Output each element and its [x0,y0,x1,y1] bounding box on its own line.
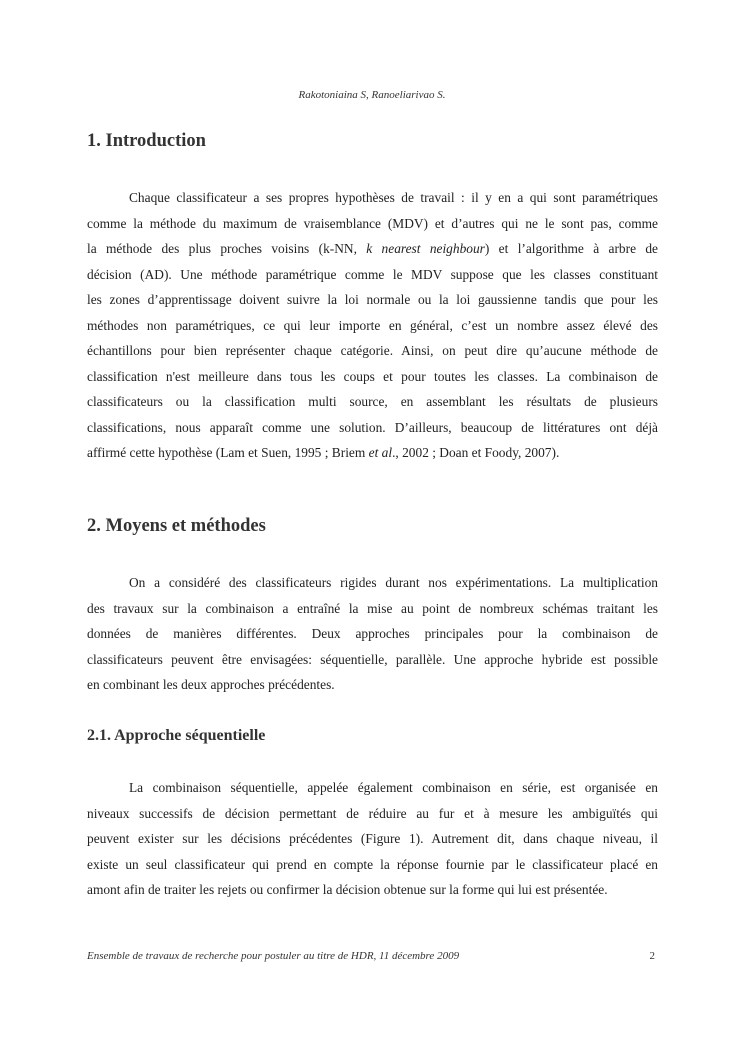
text-line: échantillons pour bien représenter chaque catégorie. Ainsi, on peut dire qu’aucune méthode de [87,343,658,358]
text-line: données de manières différentes. Deux approches principales pour la combinaison de [87,626,658,641]
text-line: classificateurs ou la classification multi source, en assemblant les résultats de plusieurs [87,394,658,409]
text-line: comme la méthode du maximum de vraisemblance (MDV) et d’autres qui ne le sont pas, comme [87,215,658,231]
text-line: la méthode des plus proches voisins (k-NN, k nearest neighbour) et l’algorithme à arbre de [87,241,658,256]
text-line: existe un seul classificateur qui prend en compte la réponse fournie par le classificateur placé en [87,856,658,872]
text-line: des travaux sur la combinaison a entraîné la mise au point de nombreux schémas traitant les [87,600,658,616]
running-header-authors: Rakotoniaina S, Ranoeliarivao S. [298,89,446,101]
text-line: niveaux successifs de décision permettant de réduire au fur et à mesure les ambiguïtés qui [87,805,658,821]
text-line: en combinant les deux approches précédentes. [87,677,335,692]
footer-text: Ensemble de travaux de recherche pour postuler au titre de HDR, 11 décembre 2009 [87,950,460,962]
text-line: classification n'est meilleure dans tous les coups et pour toutes les classes. La combinaison de [87,368,658,384]
text-line: La combinaison séquentielle, appelée également combinaison en série, est organisée en [129,780,658,795]
text-line: décision (AD). Une méthode paramétrique comme le MDV suppose que les classes constituant [87,266,658,282]
text-line: les zones d’apprentissage doivent suivre la loi normale ou la loi gaussienne tandis que pour les [87,292,658,307]
page-number: 2 [649,950,655,962]
text-line: Chaque classificateur a ses propres hypothèses de travail : il y en a qui sont paramétriques [129,190,658,205]
italic-term: k nearest neighbour [366,241,485,256]
text-line: méthodes non paramétriques, ce qui leur importe en général, c’est un nombre assez élevé des [87,317,658,333]
section-title-introduction: 1. Introduction [87,131,206,151]
section-title-moyens-et-methodes: 2. Moyens et méthodes [87,516,266,536]
subsection-title-approche-sequentielle: 2.1. Approche séquentielle [87,727,266,744]
paragraph-sequential [87,775,658,903]
paragraph-methods [87,570,658,698]
text-line: affirmé cette hypothèse (Lam et Suen, 1995 ; Briem et al., 2002 ; Doan et Foody, 2007). [87,445,560,460]
text-line: peuvent exister sur les décisions précédentes (Figure 1). Autrement dit, dans chaque niveau, il [87,831,658,846]
paragraph-introduction [87,185,658,466]
text-line: classifications, nous apparaît comme une solution. D’ailleurs, beaucoup de littératures ont déjà [87,419,658,435]
italic-term: et al [368,445,393,460]
text-line: classificateurs peuvent être envisagées: séquentielle, parallèle. Une approche hybride est possible [87,651,658,667]
text-line: On a considéré des classificateurs rigides durant nos expérimentations. La multiplication [129,575,658,590]
text-line: amont afin de traiter les rejets ou confirmer la décision obtenue sur la forme qui lui est présentée. [87,882,608,897]
page-footer [87,950,655,962]
